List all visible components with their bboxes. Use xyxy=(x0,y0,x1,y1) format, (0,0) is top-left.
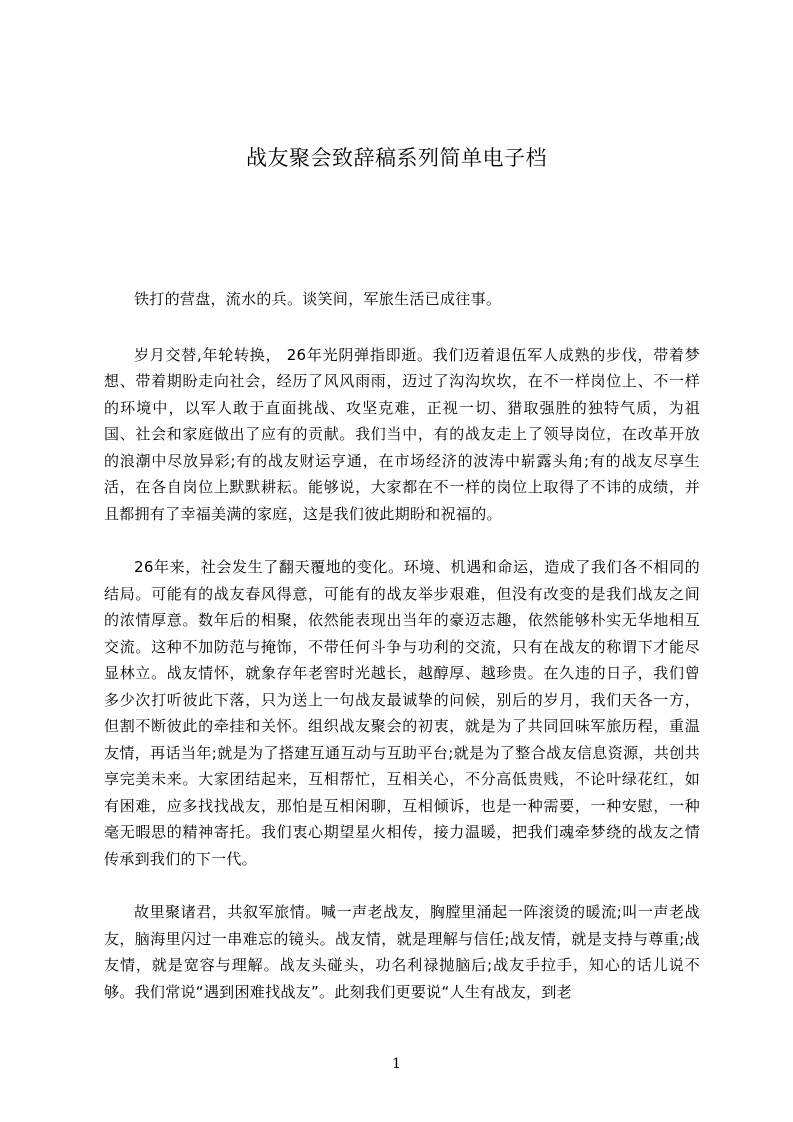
paragraph-1: 铁打的营盘，流水的兵。谈笑间，军旅生活已成往事。 xyxy=(134,290,502,308)
page-number: 1 xyxy=(392,1056,401,1072)
paragraph-4: 故里聚诸君，共叙军旅情。喊一声老战友，胸膛里涌起一阵滚烫的暖流;叫一声老战友，脑海里闪过一串难忘的镜头。战友情，就是理解与信任;战友情，就是支持与尊重;战友情，就是宽容与理解。战友头碰头，功名利禄抛脑后;战友手拉手，知心的话儿说不够。我们常说“遇到困难找战友”。此刻我们更要说“人生有战友，到老 xyxy=(104,903,700,1001)
document-title: 战友聚会致辞稿系列简单电子档 xyxy=(246,146,547,170)
paragraph-2: 岁月交替,年轮转换， 26年光阴弹指即逝。我们迈着退伍军人成熟的步伐，带着梦想、带着期盼走向社会，经历了风风雨雨，迈过了沟沟坎坎，在不一样岗位上、不一样的环境中，以军人敢于直面挑战、攻坚克难，正视一切、猎取强胜的独特气质，为祖国、社会和家庭做出了应有的贡献。我们当中，有的战友走上了领导岗位，在改革开放的浪潮中尽放异彩;有的战友财运亨通，在市场经济的波涛中崭露头角;有的战友尽享生活，在各自岗位上默默耕耘。能够说，大家都在不一样的岗位上取得了不讳的成绩，并且都拥有了幸福美满的家庭，这是我们彼此期盼和祝福的。 xyxy=(104,345,700,523)
document-body xyxy=(104,286,700,1032)
paragraph-3: 26年来，社会发生了翻天覆地的变化。环境、机遇和命运，造成了我们各不相同的结局。可能有的战友春风得意，可能有的战友举步艰难，但没有改变的是我们战友之间的浓情厚意。数年后的相聚，依然能表现出当年的豪迈志趣，依然能够朴实无华地相互交流。这种不加防范与掩饰，不带任何斗争与功利的交流，只有在战友的称谓下才能尽显林立。战友情怀，就象存年老窖时光越长，越醇厚、越珍贵。在久违的日子，我们曾多少次打听彼此下落，只为送上一句战友最诚挚的问候，别后的岁月，我们天各一方，但割不断彼此的牵挂和关怀。组织战友聚会的初衷，就是为了共同回味军旅历程，重温友情，再话当年;就是为了搭建互通互动与互助平台;就是为了整合战友信息资源，共创共享完美未来。大家团结起来，互相帮忙，互相关心，不分高低贵贱，不论叶绿花红，如有困难，应多找找战友，那怕是互相闲聊，互相倾诉，也是一种需要，一种安慰，一种毫无暇思的精神寄托。我们衷心期望星火相传，接力温暖，把我们魂牵梦绕的战友之情传承到我们的下一代。 xyxy=(104,558,700,868)
